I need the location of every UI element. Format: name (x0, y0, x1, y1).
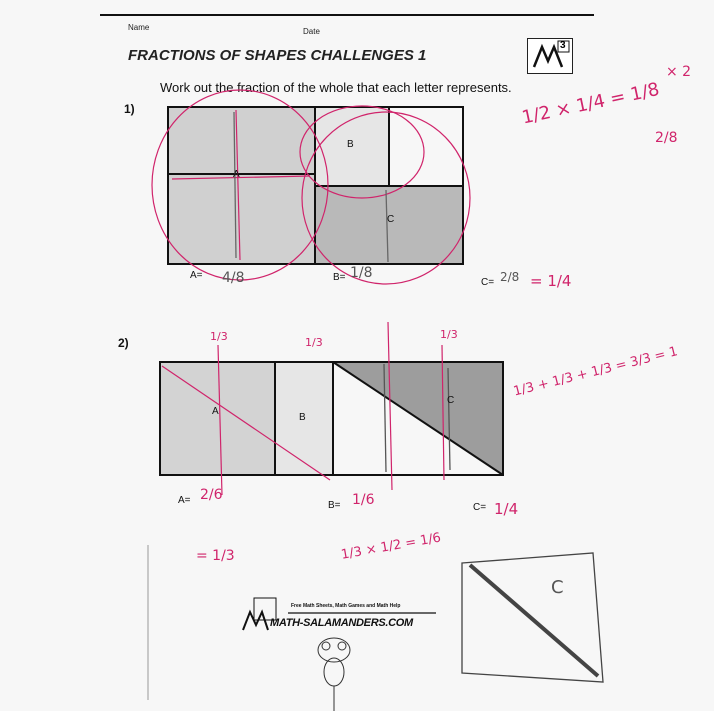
q1-label-c: C= (481, 277, 495, 288)
q1-region-a: A (233, 169, 240, 180)
q1-region-b: B (347, 139, 354, 150)
date-label: Date (303, 27, 320, 36)
q2-top-mark-1: 1/3 (210, 330, 228, 343)
q2-top-mark-2: 1/3 (305, 336, 323, 349)
q1-label-a: A= (190, 270, 203, 281)
q1-label-b: B= (333, 272, 346, 283)
q1-answer-c-simplified: = 1/4 (530, 272, 572, 290)
q2-answer-c: 1/4 (494, 500, 519, 518)
q1-answer-c: 2/8 (500, 270, 520, 284)
q2-region-c: C (447, 395, 455, 406)
q2-label-c: C= (473, 502, 487, 513)
q2-answer-a-simplified: = 1/3 (196, 548, 235, 564)
salamander-icon (318, 638, 350, 711)
pencil-sketch (462, 553, 603, 682)
q1-region-c: C (387, 214, 395, 225)
q2-region-a: A (212, 406, 219, 417)
q2-label-b: B= (328, 500, 341, 511)
q2-top-mark-3: 1/3 (440, 328, 458, 341)
q2-answer-b: 1/6 (352, 492, 375, 508)
q1-working-2: 2/8 (655, 130, 678, 146)
q1-side-mark: × 2 (666, 64, 692, 80)
q2-answer-a: 2/6 (200, 487, 223, 503)
q2-label-a: A= (178, 495, 191, 506)
name-label: Name (128, 23, 150, 32)
q2-working-b: 1/3 × 1/2 = 1/6 (340, 530, 443, 563)
logo-number: 3 (560, 40, 566, 51)
footer-tagline: Free Math Sheets, Math Games and Math Help (291, 603, 401, 609)
q1-answer-b: 1/8 (350, 265, 373, 281)
worksheet-title: FRACTIONS OF SHAPES CHALLENGES 1 (128, 47, 427, 64)
q1-working-1: 1/2 × 1/4 = 1/8 (520, 78, 662, 129)
q2-region-b: B (299, 412, 306, 423)
sketch-label: C (551, 577, 564, 598)
q2-working-sum: 1/3 + 1/3 + 1/3 = 3/3 = 1 (512, 344, 680, 400)
question-2-number: 2) (118, 336, 129, 350)
question-1-number: 1) (124, 102, 135, 116)
q1-shape (168, 107, 463, 264)
q2-shape (160, 362, 503, 475)
footer-site: MATH-SALAMANDERS.COM (270, 617, 413, 629)
instruction-text: Work out the fraction of the whole that each letter represents. (160, 80, 512, 95)
q1-answer-a: 4/8 (222, 270, 245, 286)
